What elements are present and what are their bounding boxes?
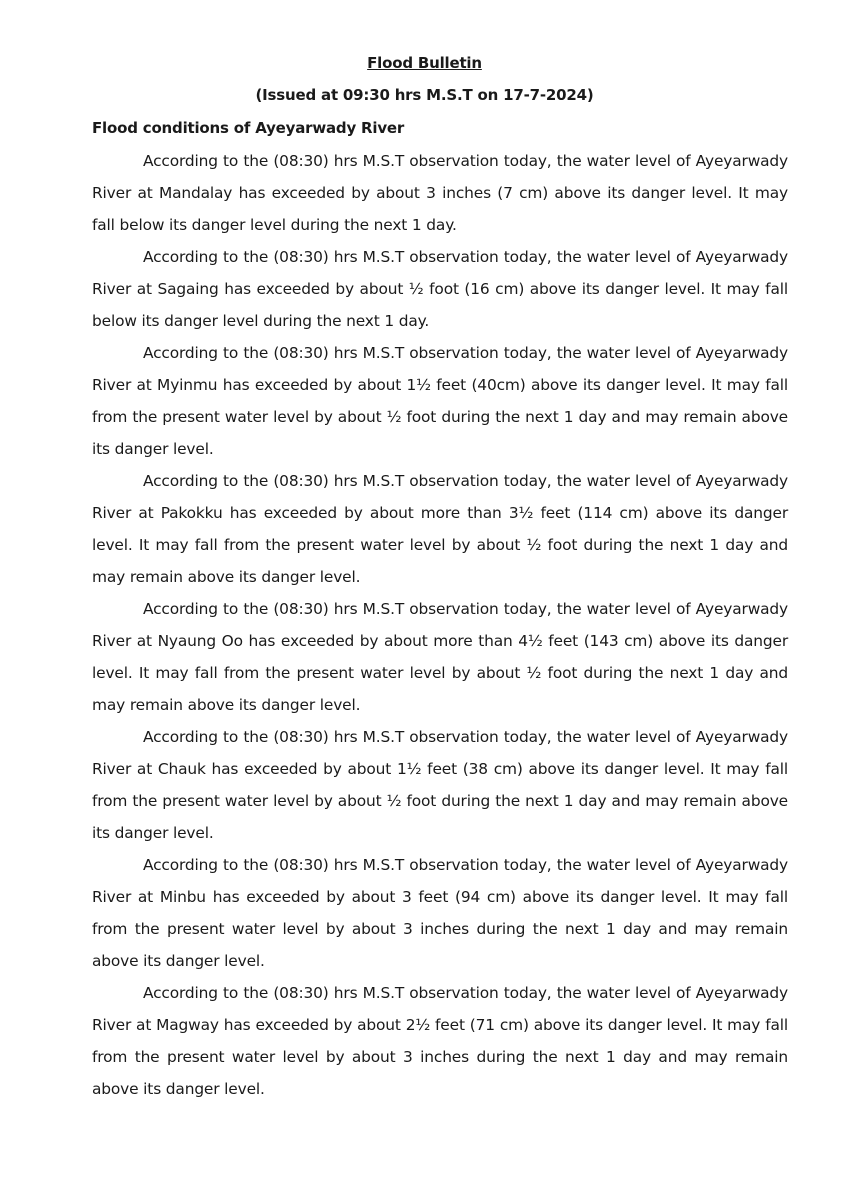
issued-timestamp: (Issued at 09:30 hrs M.S.T on 17-7-2024): [255, 86, 594, 104]
station-paragraph-mandalay: According to the (08:30) hrs M.S.T observation today, the water level of Ayeyarwady River at Mandalay has exceeded by about 3 inches (7 cm) above its danger level. It may fall below its danger level during the next 1 day.: [92, 152, 788, 234]
bulletin-body: [92, 145, 788, 1105]
bulletin-title: Flood Bulletin: [367, 54, 482, 72]
station-paragraph-myinmu: According to the (08:30) hrs M.S.T observation today, the water level of Ayeyarwady River at Myinmu has exceeded by about 1½ feet (40cm) above its danger level. It may fall from the present water level by about ½ foot during the next 1 day and may remain above its danger level.: [92, 344, 788, 458]
station-paragraph-chauk: According to the (08:30) hrs M.S.T observation today, the water level of Ayeyarwady River at Chauk has exceeded by about 1½ feet (38 cm) above its danger level. It may fall from the present water level by about ½ foot during the next 1 day and may remain above its danger level.: [92, 728, 788, 842]
section-heading: Flood conditions of Ayeyarwady River: [92, 119, 405, 137]
station-paragraph-magway: According to the (08:30) hrs M.S.T observation today, the water level of Ayeyarwady River at Magway has exceeded by about 2½ feet (71 cm) above its danger level. It may fall from the present water level by about 3 inches during the next 1 day and may remain above its danger level.: [92, 984, 788, 1098]
station-paragraph-pakokku: According to the (08:30) hrs M.S.T observation today, the water level of Ayeyarwady River at Pakokku has exceeded by about more than 3½ feet (114 cm) above its danger level. It may fall from the present water level by about ½ foot during the next 1 day and may remain above its danger level.: [92, 472, 788, 586]
station-paragraph-sagaing: According to the (08:30) hrs M.S.T observation today, the water level of Ayeyarwady River at Sagaing has exceeded by about ½ foot (16 cm) above its danger level. It may fall below its danger level during the next 1 day.: [92, 248, 788, 330]
station-paragraph-nyaung-oo: According to the (08:30) hrs M.S.T observation today, the water level of Ayeyarwady River at Nyaung Oo has exceeded by about more than 4½ feet (143 cm) above its danger level. It may fall from the present water level by about ½ foot during the next 1 day and may remain above its danger level.: [92, 600, 788, 714]
station-paragraph-minbu: According to the (08:30) hrs M.S.T observation today, the water level of Ayeyarwady River at Minbu has exceeded by about 3 feet (94 cm) above its danger level. It may fall from the present water level by about 3 inches during the next 1 day and may remain above its danger level.: [92, 856, 788, 970]
